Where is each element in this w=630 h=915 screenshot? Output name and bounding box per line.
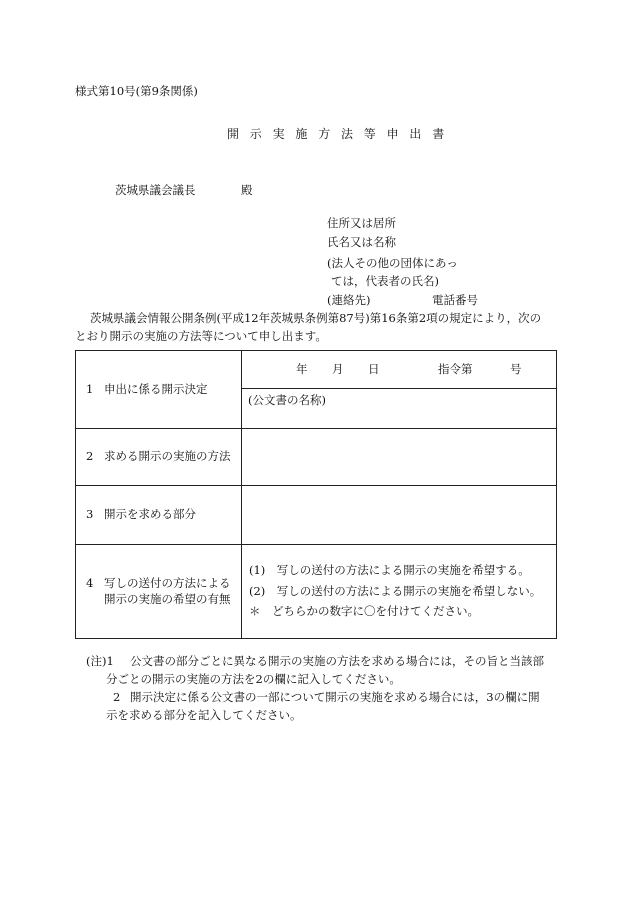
row-number: 2 xyxy=(86,449,94,464)
copy-option-cell xyxy=(242,545,557,639)
contact-label: (連絡先) xyxy=(327,293,371,307)
table-row xyxy=(76,351,557,389)
row-label: 求める開示の実施の方法 xyxy=(104,449,231,464)
corp-note-line-2: ては，代表者の氏名) xyxy=(331,274,439,288)
directive-label: 指令第 xyxy=(438,361,473,376)
note-1-line-2: 分ごとの開示の実施の方法を2の欄に記入してください。 xyxy=(106,672,401,686)
corp-note-line-1: (法人その他の団体にあっ xyxy=(327,256,458,270)
row-number: 4 xyxy=(86,575,94,590)
row-1-label-cell xyxy=(76,351,242,429)
table-row xyxy=(76,545,557,639)
row-2-label-cell xyxy=(76,429,242,486)
row-label: 開示を求める部分 xyxy=(104,507,196,522)
applicant-name-label: 氏名又は名称 xyxy=(327,235,396,249)
form-number: 様式第10号(第9条関係) xyxy=(75,84,198,98)
option-1[interactable]: (1) 写しの送付の方法による開示の実施を希望する。 xyxy=(249,563,530,578)
number-label: 号 xyxy=(510,361,522,376)
day-label: 日 xyxy=(368,361,380,376)
month-label: 月 xyxy=(332,361,344,376)
row-number: 1 xyxy=(86,381,94,396)
note-2-line-2: 示を求める部分を記入してください。 xyxy=(106,708,302,722)
option-2[interactable]: (2) 写しの送付の方法による開示の実施を希望しない。 xyxy=(249,583,542,598)
phone-label: 電話番号 xyxy=(432,293,478,307)
option-note: ＊ どちらかの数字に〇を付けてください。 xyxy=(249,604,479,619)
row-label: 申出に係る開示決定 xyxy=(104,381,208,396)
row-label: 写しの送付の方法による開示の実施の希望の有無 xyxy=(104,575,231,606)
year-label: 年 xyxy=(296,361,308,376)
intro-line-2: とおり開示の実施の方法等について申し出ます。 xyxy=(75,329,327,343)
intro-line-1: 茨城県議会情報公開条例(平成12年茨城県条例第87号)第16条第2項の規定により，次の xyxy=(90,311,542,325)
note-1-line-1: 公文書の部分ごとに異なる開示の実施の方法を求める場合には，その旨と当該部 xyxy=(130,654,544,668)
table-row xyxy=(76,429,557,486)
document-title: 開示実施方法等申出書 xyxy=(227,127,456,141)
date-directive-cell[interactable] xyxy=(242,351,557,389)
applicant-address-label: 住所又は居所 xyxy=(327,216,396,230)
note-2-line-1: 開示決定に係る公文書の一部について開示の実施を求める場合には，3の欄に開 xyxy=(130,690,540,704)
row-3-label-cell xyxy=(76,486,242,545)
method-input-cell[interactable] xyxy=(242,429,557,486)
addressee: 茨城県議会議長 xyxy=(115,183,196,197)
document-name-cell[interactable] xyxy=(242,389,557,429)
document-name-label: (公文書の名称) xyxy=(248,393,326,407)
row-number: 3 xyxy=(86,507,94,522)
note-2-lead: 2 xyxy=(113,690,121,704)
honorific: 殿 xyxy=(241,183,253,197)
table-row xyxy=(76,486,557,545)
note-1-lead: (注)1 xyxy=(86,654,114,668)
row-4-label-cell xyxy=(76,545,242,639)
portion-input-cell[interactable] xyxy=(242,486,557,545)
application-table xyxy=(75,350,557,639)
